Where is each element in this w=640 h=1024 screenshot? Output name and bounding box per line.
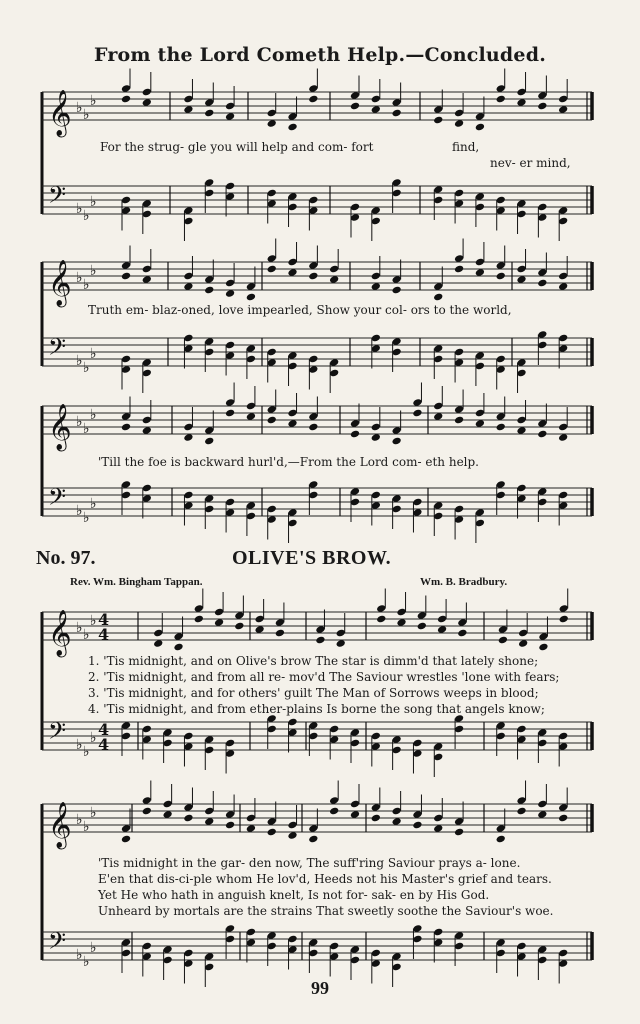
treble-clef: 𝄞 — [48, 90, 72, 136]
flat-sign: ♭ — [90, 93, 97, 109]
notehead — [496, 95, 506, 104]
bass-clef: 𝄢 — [48, 717, 67, 750]
verse-line: Unheard by mortals are the strains That sweetly soothe the Saviour's woe. — [98, 904, 554, 918]
flat-sign: ♭ — [76, 620, 83, 636]
time-signature-bottom: 4 — [98, 625, 110, 644]
notehead — [267, 416, 277, 425]
flat-sign: ♭ — [83, 819, 90, 835]
notehead — [204, 437, 214, 446]
notehead — [204, 286, 214, 295]
lyricist-credit: Rev. Wm. Bingham Tappan. — [70, 576, 203, 588]
flat-sign: ♭ — [83, 277, 90, 293]
notehead — [475, 123, 485, 132]
notehead — [537, 279, 547, 288]
verse-line: 1. 'Tis midnight, and on Olive's brow The star is dimm'd that lately shone; — [88, 654, 539, 668]
flat-sign: ♭ — [90, 407, 97, 423]
time-signature-top: 4 — [98, 610, 110, 629]
flat-sign: ♭ — [83, 208, 90, 224]
notehead — [516, 807, 526, 816]
notehead — [121, 95, 131, 104]
notehead — [454, 416, 464, 425]
lyric-line: find, — [452, 140, 480, 154]
notehead — [142, 807, 152, 816]
notehead — [496, 272, 506, 281]
flat-sign: ♭ — [83, 744, 90, 760]
flat-sign: ♭ — [76, 414, 83, 430]
flat-sign: ♭ — [90, 496, 97, 512]
flat-sign: ♭ — [76, 947, 83, 963]
notehead — [315, 636, 325, 645]
notehead — [308, 272, 318, 281]
notehead — [376, 615, 386, 624]
verse-line: 2. 'Tis midnight, and from all re- mov'd The Saviour wrestles 'lone with fears; — [88, 670, 560, 684]
flat-sign: ♭ — [90, 194, 97, 210]
bass-clef: 𝄢 — [48, 181, 67, 214]
flat-sign: ♭ — [76, 503, 83, 519]
notehead — [121, 423, 131, 432]
flat-sign: ♭ — [83, 510, 90, 526]
notehead — [194, 615, 204, 624]
notehead — [234, 622, 244, 631]
time-signature-bottom: 4 — [98, 735, 110, 754]
notehead — [308, 423, 318, 432]
flat-sign: ♭ — [90, 613, 97, 629]
notehead — [329, 807, 339, 816]
notehead — [538, 643, 548, 652]
notehead — [496, 423, 506, 432]
notehead — [183, 814, 193, 823]
bass-clef: 𝄢 — [48, 333, 67, 366]
bass-clef: 𝄢 — [48, 927, 67, 960]
notehead — [204, 109, 214, 118]
verse-line: E'en that dis-ci-ple whom He lov'd, Heeds not his Master's grief and tears. — [98, 872, 552, 886]
flat-sign: ♭ — [83, 954, 90, 970]
flat-sign: ♭ — [83, 627, 90, 643]
hymn-title: OLIVE'S BROW. — [232, 547, 392, 569]
notehead — [392, 286, 402, 295]
flat-sign: ♭ — [76, 353, 83, 369]
notehead — [308, 835, 318, 844]
treble-clef: 𝄞 — [48, 802, 72, 848]
verse-line: 4. 'Tis midnight, and from ether-plains Is borne the song that angels know; — [88, 702, 545, 716]
lyric-line: For the strug- gle you will help and com- fort — [100, 140, 374, 154]
verse-line: Yet He who hath in anguish knelt, Is not for- sak- en by His God. — [98, 888, 490, 902]
notehead — [454, 265, 464, 274]
notehead — [392, 437, 402, 446]
lyric-line: nev- er mind, — [490, 156, 571, 170]
notehead — [558, 814, 568, 823]
notehead — [308, 95, 318, 104]
flat-sign: ♭ — [83, 107, 90, 123]
notehead — [537, 102, 547, 111]
notehead — [350, 430, 360, 439]
time-signature-top: 4 — [98, 720, 110, 739]
notehead — [246, 293, 256, 302]
notehead — [225, 821, 235, 830]
flat-sign: ♭ — [76, 270, 83, 286]
page-header-title: From the Lord Cometh Help.—Concluded. — [93, 44, 547, 66]
notehead — [225, 409, 235, 418]
notehead — [537, 430, 547, 439]
flat-sign: ♭ — [83, 360, 90, 376]
notehead — [275, 629, 285, 638]
notehead — [433, 116, 443, 125]
verse-line: 'Tis midnight in the gar- den now, The suff'ring Saviour prays a- lone. — [98, 856, 521, 870]
notehead — [287, 123, 297, 132]
notehead — [121, 835, 131, 844]
treble-clef: 𝄞 — [48, 610, 72, 656]
page-number: 99 — [311, 978, 329, 998]
notehead — [350, 102, 360, 111]
flat-sign: ♭ — [90, 805, 97, 821]
flat-sign: ♭ — [76, 201, 83, 217]
notehead — [121, 272, 131, 281]
notehead — [559, 615, 569, 624]
flat-sign: ♭ — [76, 100, 83, 116]
flat-sign: ♭ — [83, 421, 90, 437]
flat-sign: ♭ — [90, 346, 97, 362]
notehead — [412, 821, 422, 830]
composer-credit: Wm. B. Bradbury. — [420, 576, 508, 588]
flat-sign: ♭ — [76, 812, 83, 828]
treble-clef: 𝄞 — [48, 260, 72, 306]
bass-clef: 𝄢 — [48, 483, 67, 516]
lyric-line: 'Till the foe is backward hurl'd,—From the Lord com- eth help. — [98, 455, 479, 469]
flat-sign: ♭ — [90, 940, 97, 956]
notehead — [392, 109, 402, 118]
notehead — [173, 643, 183, 652]
notehead — [412, 409, 422, 418]
notehead — [371, 814, 381, 823]
flat-sign: ♭ — [90, 730, 97, 746]
notehead — [267, 265, 277, 274]
notehead — [417, 622, 427, 631]
notehead — [454, 828, 464, 837]
notehead — [496, 835, 506, 844]
notehead — [433, 293, 443, 302]
treble-clef: 𝄞 — [48, 404, 72, 450]
notehead — [267, 828, 277, 837]
notehead — [457, 629, 467, 638]
notehead — [498, 636, 508, 645]
flat-sign: ♭ — [90, 263, 97, 279]
lyric-line: Truth em- blaz-oned, love impearled, Show your col- ors to the world, — [88, 303, 512, 317]
verse-line: 3. 'Tis midnight, and for others' guilt The Man of Sorrows weeps in blood; — [88, 686, 539, 700]
hymn-number: No. 97. — [36, 547, 96, 569]
flat-sign: ♭ — [76, 737, 83, 753]
